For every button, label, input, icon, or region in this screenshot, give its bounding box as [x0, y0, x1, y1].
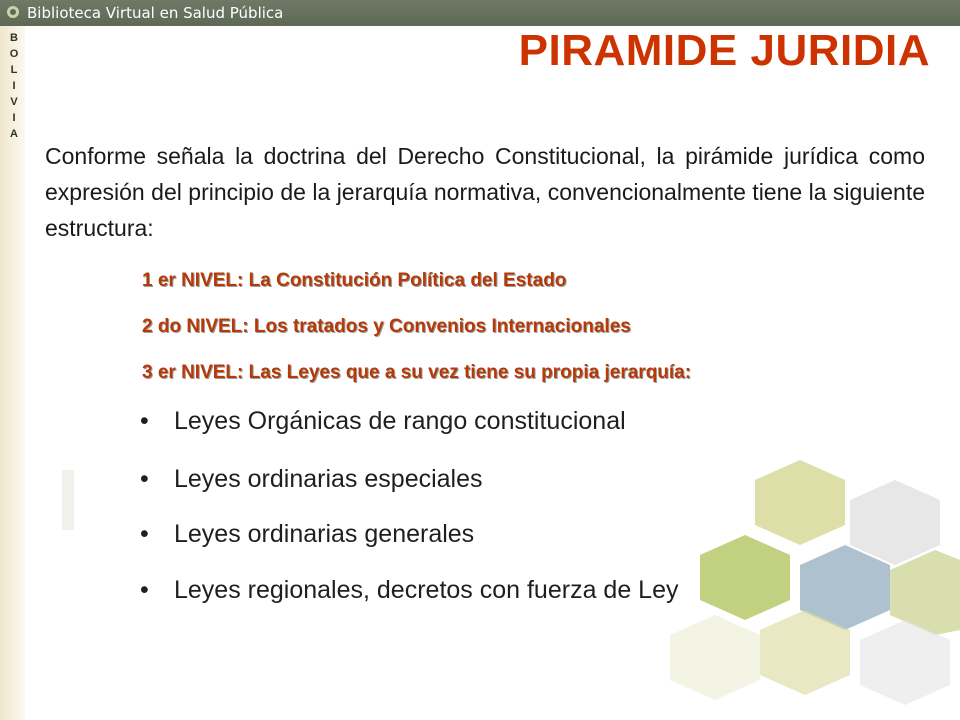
intro-paragraph: Conforme señala la doctrina del Derecho Constitucional, la pirámide jurídica como expresión del principio de la jerarquía normativa, convencionalmente tiene la siguiente estructura: [45, 143, 925, 241]
bullet-icon: • [140, 520, 149, 548]
watermark-decoration [60, 470, 80, 530]
sidebar-letter: V [10, 96, 18, 108]
sidebar-letter: O [9, 48, 19, 60]
bullet-icon: • [140, 576, 149, 604]
level-2: 2 do NIVEL: Los tratados y Convenios Internacionales [142, 316, 631, 337]
list-item-text: Leyes ordinarias generales [174, 520, 475, 548]
sidebar-letter: B [10, 32, 18, 44]
sidebar-letter: I [12, 112, 16, 124]
sidebar-letter: L [10, 64, 18, 76]
list-item-text: Leyes regionales, decretos con fuerza de Ley [174, 576, 679, 604]
slide-title: PIRAMIDE JURIDIA [518, 26, 930, 75]
sidebar-country-strip [0, 26, 25, 720]
bullet-icon: • [140, 465, 149, 493]
header-title: Biblioteca Virtual en Salud Pública [27, 4, 284, 22]
bvs-logo-icon [6, 5, 20, 19]
top-bar [0, 0, 960, 26]
list-item [140, 465, 483, 494]
level-1: 1 er NIVEL: La Constitución Política del Estado [142, 270, 567, 291]
sidebar-letter: A [10, 128, 18, 140]
level-3: 3 er NIVEL: Las Leyes que a su vez tiene su propia jerarquía: [142, 362, 692, 383]
list-item-text: Leyes ordinarias especiales [174, 465, 483, 493]
sidebar-letter: I [12, 80, 16, 92]
list-item [140, 576, 678, 605]
list-item [140, 407, 626, 436]
list-item-text: Leyes Orgánicas de rango constitucional [174, 407, 626, 435]
hexagon-collage-decoration [660, 460, 960, 720]
bullet-icon: • [140, 407, 149, 435]
list-item [140, 520, 474, 549]
